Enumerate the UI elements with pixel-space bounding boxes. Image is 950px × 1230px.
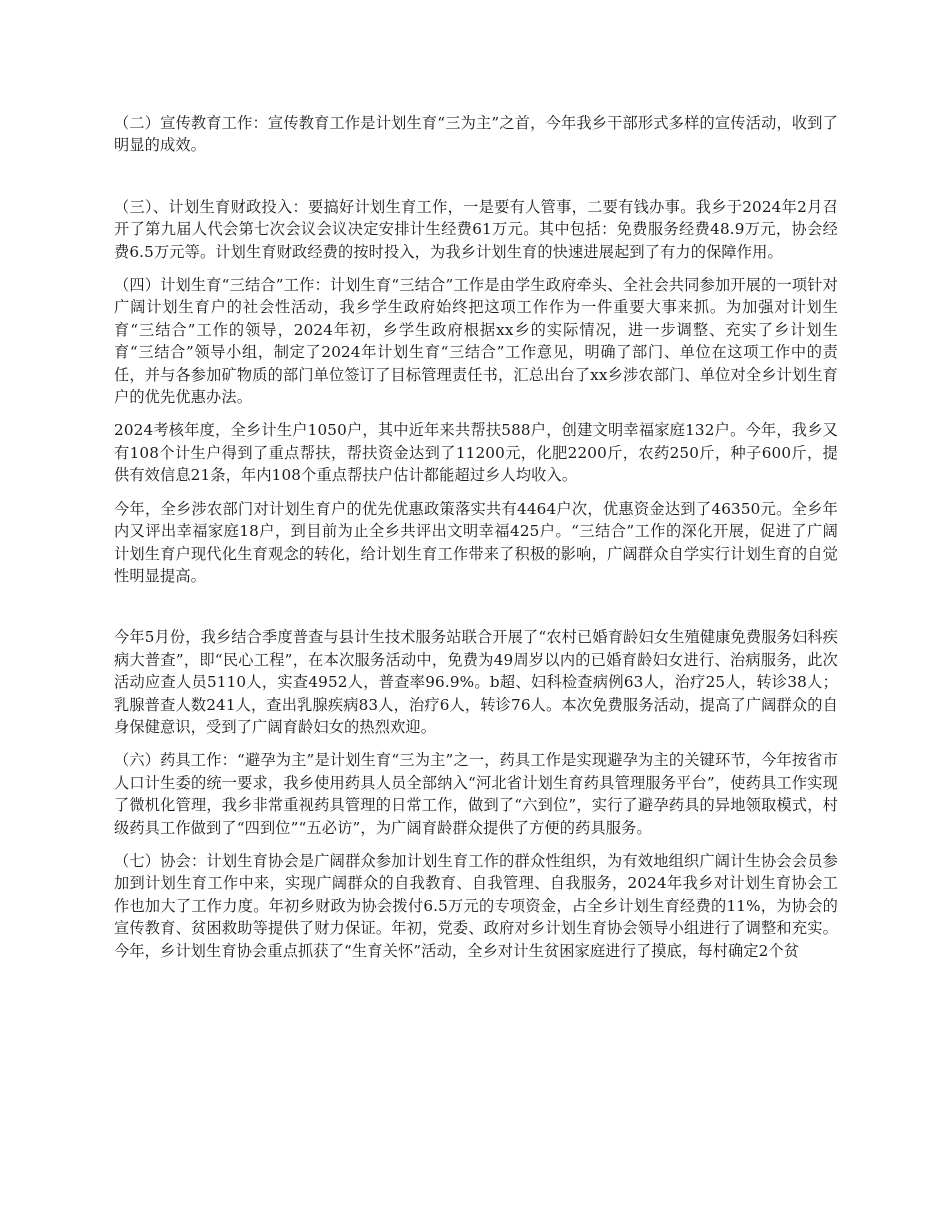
paragraph-publicity-education: （二）宣传教育工作：宣传教育工作是计划生育“三为主”之首，今年我乡干部形式多样的宣传活动，收到了明显的成效。 (114, 114, 838, 155)
document-body (114, 112, 838, 962)
paragraph-three-combination: （四）计划生育“三结合”工作：计划生育“三结合”工作是由学生政府牵头、全社会共同参加开展的一项针对广阔计划生育户的社会性活动，我乡学生政府始终把这项工作作为一件重要大事来抓。为加强对计划生育“三结合”工作的领导，2024年初，乡学生政府根据xx乡的实际情况，进一步调整、充实了乡计划生育“三结合”领导小组，制定了2024年计划生育“三结合”工作意见，明确了部门、单位在这项工作中的责任，并与各参加矿物质的部门单位签订了目标管理责任书，汇总出台了xx乡涉农部门、单位对全乡计划生育户的优先优惠办法。 (114, 276, 838, 407)
paragraph-preferential-policy: 今年，全乡涉农部门对计划生育户的优先优惠政策落实共有4464户次，优惠资金达到了46350元。全乡年内又评出幸福家庭18户，到目前为止全乡共评出文明幸福425户。“三结合”工作的深化开展，促进了广阔计划生育户现代化生育观念的转化，给计划生育工作带来了积极的影响，广阔群众自学实行计划生育的自觉性明显提高。 (114, 499, 838, 585)
paragraph-contraceptive-work: （六）药具工作：“避孕为主”是计划生育“三为主”之一，药具工作是实现避孕为主的关键环节，今年按省市人口计生委的统一要求，我乡使用药具人员全部纳入“河北省计划生育药具管理服务平台”，使药具工作实现了微机化管理，我乡非常重视药具管理的日常工作，做到了“六到位”，实行了避孕药具的异地领取模式，村级药具工作做到了“四到位”“五必访”，为广阔育龄群众提供了方便的药具服务。 (114, 751, 838, 837)
paragraph-association: （七）协会：计划生育协会是广阔群众参加计划生育工作的群众性组织，为有效地组织广阔计生协会会员参加到计划生育工作中来，实现广阔群众的自我教育、自我管理、自我服务，2024年我乡对计划生育协会工作也加大了工作力度。年初乡财政为协会拨付6.5万元的专项资金，占全乡计划生育经费的11%，为协会的宣传教育、贫困救助等提供了财力保证。年初，党委、政府对乡计划生育协会领导小组进行了调整和充实。今年，乡计划生育协会重点抓获了“生育关怀”活动，全乡对计生贫困家庭进行了摸底，每村确定2个贫 (114, 851, 838, 960)
paragraph-assessment-year: 2024考核年度，全乡计生户1050户，其中近年来共帮扶588户，创建文明幸福家庭132户。今年，我乡又有108个计生户得到了重点帮扶，帮扶资金达到了11200元，化肥2200斤，农药250斤，种子600斤，提供有效信息21条，年内108个重点帮扶户估计都能超过乡人均收入。 (114, 421, 838, 485)
paragraph-finance-investment: （三）、计划生育财政投入：要搞好计划生育工作，一是要有人管事，二要有钱办事。我乡于2024年2月召开了第九届人代会第七次会议会议决定安排计生经费61万元。其中包括：免费服务经费48.9万元，协会经费6.5万元等。计划生育财政经费的按时投入，为我乡计划生育的快速进展起到了有力的保障作用。 (114, 197, 838, 261)
paragraph-health-checkup: 今年5月份，我乡结合季度普查与县计生技术服务站联合开展了“农村已婚育龄妇女生殖健康免费服务妇科疾病大普查”，即“民心工程”，在本次服务活动中，免费为49周岁以内的已婚育龄妇女进行、治病服务，此次活动应查人员5110人，实查4952人，普查率96.9%。b超、妇科检查病例63人，治疗25人，转诊38人；乳腺普查人数241人，查出乳腺疾病83人，治疗6人，转诊76人。本次免费服务活动，提高了广阔群众的自身保健意识，受到了广阔育龄妇女的热烈欢迎。 (114, 628, 838, 736)
